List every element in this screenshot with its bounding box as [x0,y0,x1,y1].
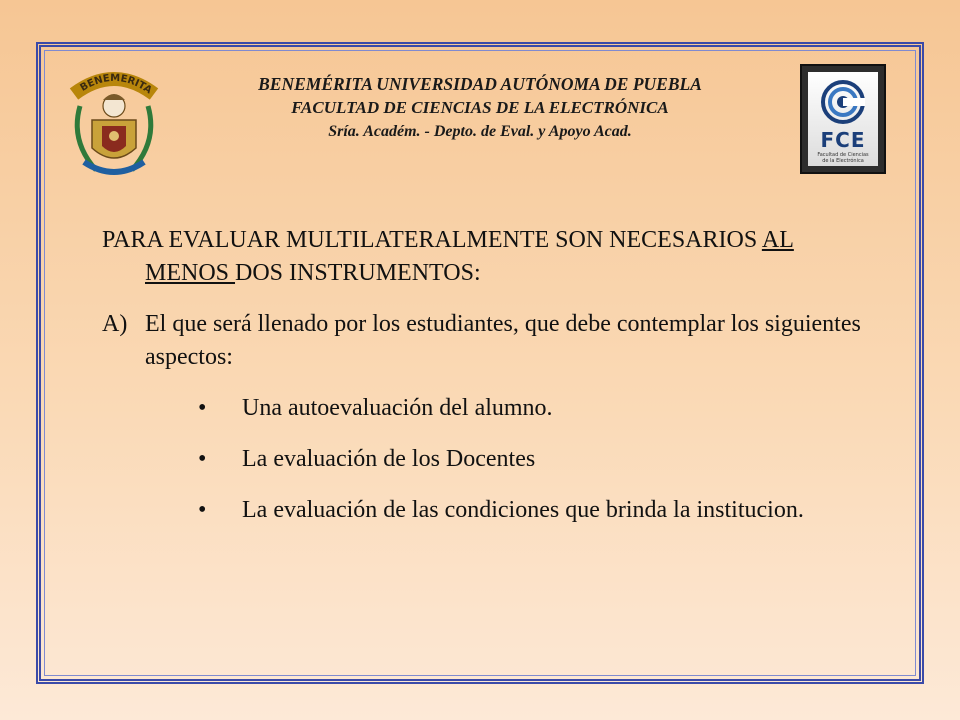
department-name: Sría. Académ. - Depto. de Eval. y Apoyo Acad. [328,123,632,140]
list-item [102,494,882,527]
intro-paragraph [102,224,882,290]
university-name: BENEMÉRITA UNIVERSIDAD AUTÓNOMA DE PUEBLA [258,74,702,94]
item-a-marker: A) [102,311,128,337]
item-a-text: El que será llenado por los estudiantes, que debe contemplar los siguientes aspectos: [145,311,861,370]
list-item [102,392,882,425]
bullet-text: La evaluación de las condiciones que brinda la institucion. [242,497,804,523]
list-item [102,443,882,476]
fce-logo-icon [821,78,865,126]
faculty-name: FACULTAD DE CIENCIAS DE LA ELECTRÓNICA [291,98,669,117]
fce-subtext-line2: de la Electrónica [822,158,864,164]
intro-text-part2: DOS INSTRUMENTOS: [235,260,481,286]
bullet-icon: • [198,395,207,421]
list-item-a [102,308,882,374]
bullet-text: Una autoevaluación del alumno. [242,395,553,421]
fce-logo-text: FCE [820,128,866,152]
fce-logo-panel [808,72,878,166]
fce-logo [800,64,886,174]
bullet-list [102,392,882,527]
fce-subtext-line1: Facultad de Ciencias [817,152,869,158]
bullet-icon: • [198,497,207,523]
intro-text-part1: PARA EVALUAR MULTILATERALMENTE SON NECESARIOS [102,227,762,253]
intro-underlined-text: AL MENOS [145,227,794,286]
bullet-text: La evaluación de los Docentes [242,446,536,472]
bullet-icon: • [198,446,207,472]
emblem-ribbon-text: BENEMERITA [78,72,154,97]
slide-body [102,224,882,545]
fce-logo-subtext [808,152,878,164]
